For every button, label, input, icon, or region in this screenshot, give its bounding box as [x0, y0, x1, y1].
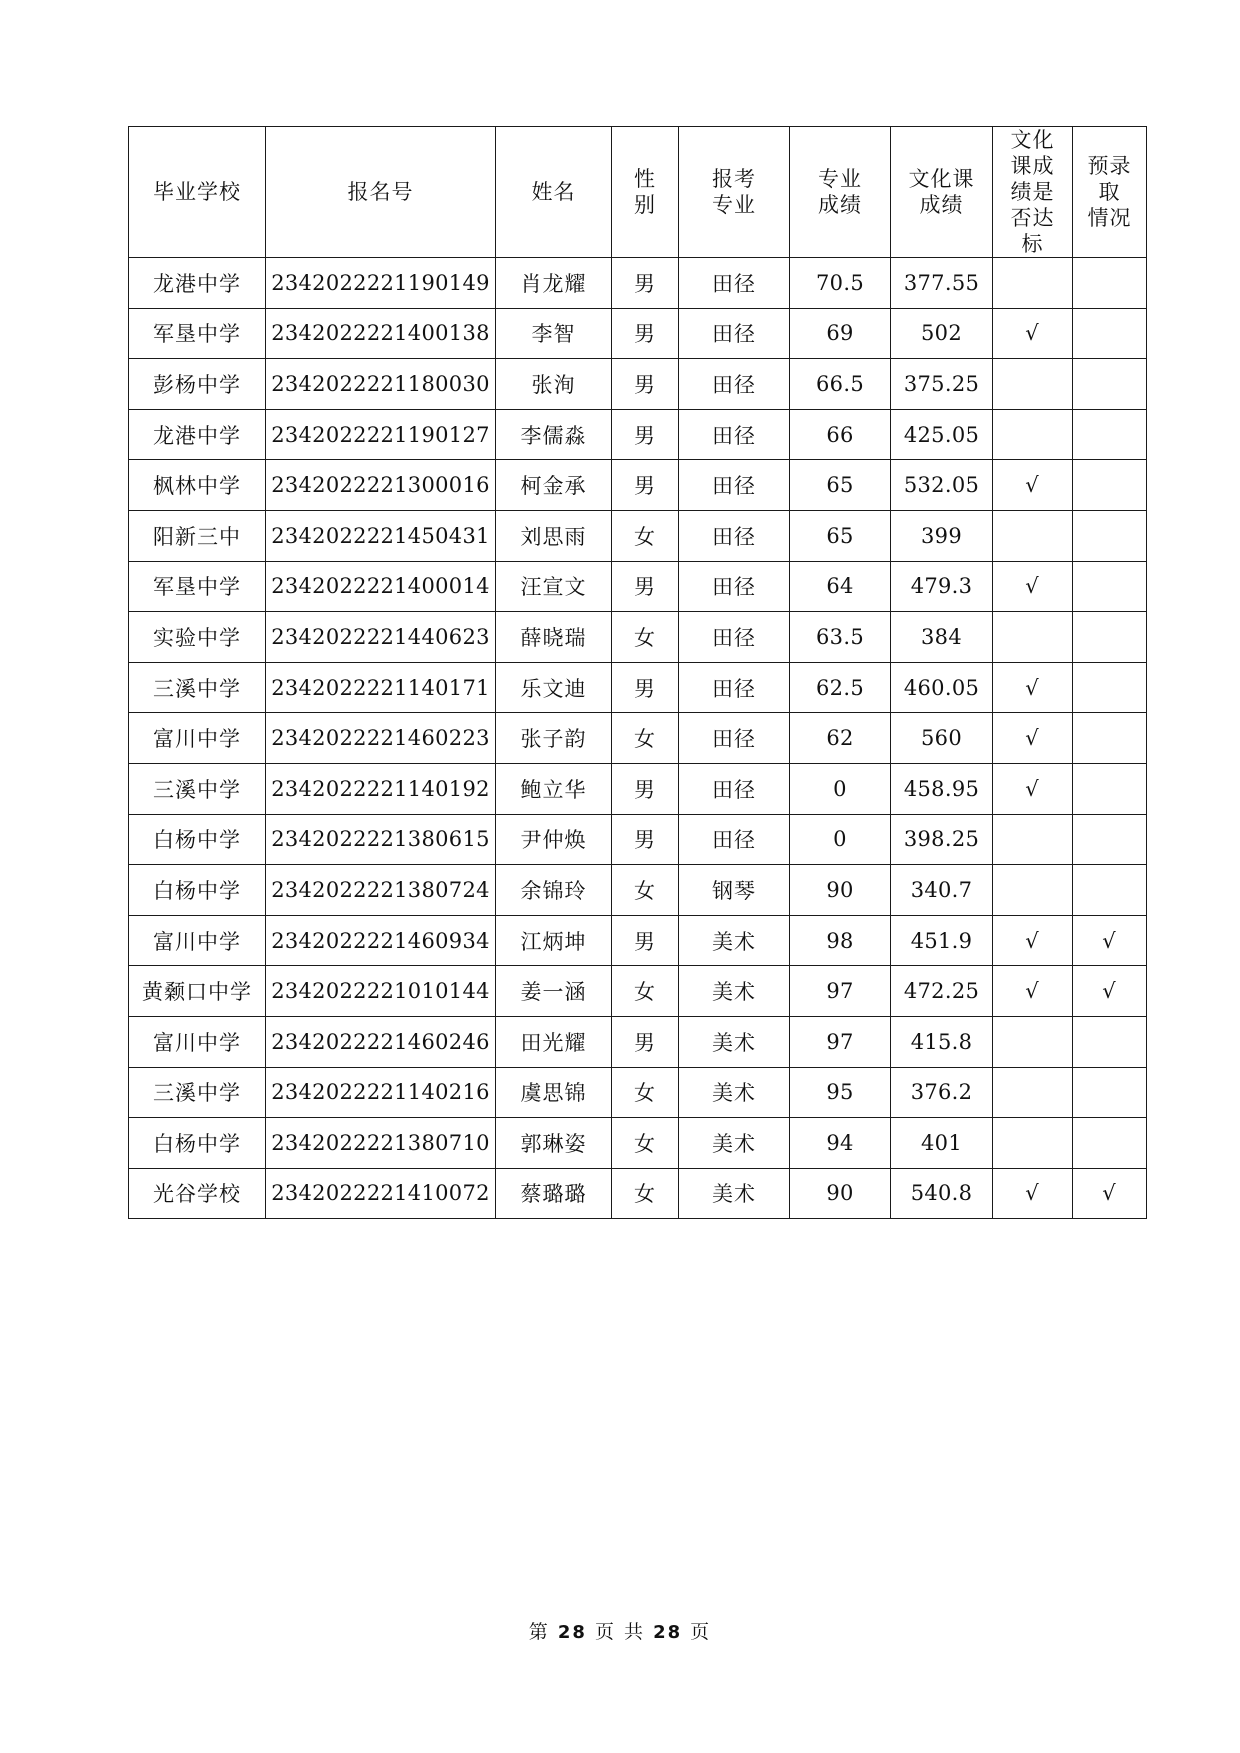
header-culture-score: 文化课 成绩 [891, 127, 993, 258]
cell-name: 汪宣文 [496, 561, 612, 612]
table-row [129, 460, 1147, 511]
cell-school: 白杨中学 [129, 865, 266, 916]
table-row [129, 612, 1147, 663]
cell-school: 军垦中学 [129, 308, 266, 359]
cell-major: 田径 [679, 409, 790, 460]
cell-admission [1073, 1118, 1147, 1169]
cell-major-score: 66.5 [790, 359, 891, 410]
cell-major: 田径 [679, 510, 790, 561]
cell-admission [1073, 1067, 1147, 1118]
cell-admission [1073, 460, 1147, 511]
cell-name: 肖龙耀 [496, 258, 612, 309]
cell-name: 鲍立华 [496, 763, 612, 814]
table-header-row [129, 127, 1147, 258]
cell-major-score: 97 [790, 1016, 891, 1067]
table-row [129, 510, 1147, 561]
cell-major-score: 90 [790, 1168, 891, 1219]
cell-gender: 男 [612, 409, 679, 460]
cell-school: 白杨中学 [129, 814, 266, 865]
cell-major-score: 90 [790, 865, 891, 916]
cell-major: 田径 [679, 763, 790, 814]
cell-culture-pass [993, 814, 1073, 865]
cell-culture-score: 377.55 [891, 258, 993, 309]
cell-culture-pass: √ [993, 1168, 1073, 1219]
cell-name: 薛晓瑞 [496, 612, 612, 663]
cell-school: 龙港中学 [129, 409, 266, 460]
cell-reg-no: 2342022221460223 [266, 713, 496, 764]
cell-culture-score: 540.8 [891, 1168, 993, 1219]
cell-admission [1073, 662, 1147, 713]
cell-culture-pass: √ [993, 662, 1073, 713]
header-major: 报考 专业 [679, 127, 790, 258]
cell-school: 三溪中学 [129, 763, 266, 814]
cell-reg-no: 2342022221460934 [266, 915, 496, 966]
cell-major-score: 0 [790, 763, 891, 814]
cell-name: 姜一涵 [496, 966, 612, 1017]
cell-gender: 女 [612, 1067, 679, 1118]
table-row [129, 814, 1147, 865]
cell-gender: 女 [612, 510, 679, 561]
cell-culture-score: 460.05 [891, 662, 993, 713]
cell-major-score: 62.5 [790, 662, 891, 713]
cell-gender: 男 [612, 258, 679, 309]
cell-reg-no: 2342022221380710 [266, 1118, 496, 1169]
cell-gender: 男 [612, 814, 679, 865]
cell-major: 田径 [679, 814, 790, 865]
footer-prefix: 第 [528, 1621, 550, 1643]
cell-school: 军垦中学 [129, 561, 266, 612]
cell-major: 田径 [679, 359, 790, 410]
table-row [129, 1016, 1147, 1067]
cell-major-score: 62 [790, 713, 891, 764]
cell-reg-no: 2342022221380615 [266, 814, 496, 865]
cell-culture-score: 376.2 [891, 1067, 993, 1118]
table-row [129, 1168, 1147, 1219]
cell-gender: 女 [612, 713, 679, 764]
cell-name: 李智 [496, 308, 612, 359]
cell-major: 美术 [679, 1118, 790, 1169]
header-admission: 预录 取 情况 [1073, 127, 1147, 258]
cell-culture-score: 425.05 [891, 409, 993, 460]
table-row [129, 359, 1147, 410]
cell-culture-pass: √ [993, 713, 1073, 764]
cell-culture-pass [993, 1067, 1073, 1118]
cell-reg-no: 2342022221380724 [266, 865, 496, 916]
cell-name: 刘思雨 [496, 510, 612, 561]
table-body [129, 258, 1147, 1219]
cell-major: 田径 [679, 561, 790, 612]
cell-gender: 男 [612, 662, 679, 713]
cell-culture-pass: √ [993, 460, 1073, 511]
cell-major-score: 98 [790, 915, 891, 966]
cell-reg-no: 2342022221300016 [266, 460, 496, 511]
cell-gender: 女 [612, 865, 679, 916]
cell-major: 田径 [679, 460, 790, 511]
cell-culture-pass: √ [993, 763, 1073, 814]
cell-gender: 女 [612, 1168, 679, 1219]
cell-school: 枫林中学 [129, 460, 266, 511]
cell-name: 郭琳姿 [496, 1118, 612, 1169]
footer-suffix: 页 [690, 1621, 712, 1643]
cell-culture-pass [993, 510, 1073, 561]
cell-admission [1073, 814, 1147, 865]
header-gender: 性 别 [612, 127, 679, 258]
cell-culture-score: 415.8 [891, 1016, 993, 1067]
cell-name: 柯金承 [496, 460, 612, 511]
cell-major-score: 97 [790, 966, 891, 1017]
cell-major: 美术 [679, 915, 790, 966]
cell-culture-score: 401 [891, 1118, 993, 1169]
cell-culture-pass: √ [993, 966, 1073, 1017]
cell-school: 黄颡口中学 [129, 966, 266, 1017]
cell-admission [1073, 359, 1147, 410]
cell-admission: √ [1073, 915, 1147, 966]
cell-school: 白杨中学 [129, 1118, 266, 1169]
cell-culture-score: 458.95 [891, 763, 993, 814]
cell-school: 三溪中学 [129, 1067, 266, 1118]
cell-major-score: 69 [790, 308, 891, 359]
cell-reg-no: 2342022221010144 [266, 966, 496, 1017]
cell-culture-score: 479.3 [891, 561, 993, 612]
cell-culture-score: 560 [891, 713, 993, 764]
cell-name: 乐文迪 [496, 662, 612, 713]
cell-reg-no: 2342022221400014 [266, 561, 496, 612]
table-row [129, 915, 1147, 966]
cell-school: 彭杨中学 [129, 359, 266, 410]
cell-name: 田光耀 [496, 1016, 612, 1067]
cell-culture-pass [993, 612, 1073, 663]
table-row [129, 865, 1147, 916]
cell-reg-no: 2342022221190127 [266, 409, 496, 460]
cell-name: 张洵 [496, 359, 612, 410]
cell-major: 钢琴 [679, 865, 790, 916]
table-row [129, 1067, 1147, 1118]
table-row [129, 662, 1147, 713]
cell-reg-no: 2342022221140192 [266, 763, 496, 814]
cell-reg-no: 2342022221140216 [266, 1067, 496, 1118]
cell-culture-score: 472.25 [891, 966, 993, 1017]
cell-name: 虞思锦 [496, 1067, 612, 1118]
cell-gender: 男 [612, 359, 679, 410]
cell-major: 美术 [679, 966, 790, 1017]
cell-admission [1073, 612, 1147, 663]
cell-gender: 男 [612, 763, 679, 814]
cell-culture-pass: √ [993, 561, 1073, 612]
header-name: 姓名 [496, 127, 612, 258]
cell-major: 田径 [679, 308, 790, 359]
cell-admission [1073, 409, 1147, 460]
cell-gender: 男 [612, 460, 679, 511]
header-culture-pass: 文化 课成 绩是 否达 标 [993, 127, 1073, 258]
cell-admission: √ [1073, 966, 1147, 1017]
cell-major-score: 66 [790, 409, 891, 460]
cell-major-score: 0 [790, 814, 891, 865]
cell-major: 田径 [679, 713, 790, 764]
cell-major: 美术 [679, 1168, 790, 1219]
footer-total-pages: 28 [653, 1622, 683, 1643]
cell-school: 富川中学 [129, 713, 266, 764]
page-footer [0, 1617, 1240, 1644]
cell-culture-score: 375.25 [891, 359, 993, 410]
cell-major: 美术 [679, 1067, 790, 1118]
cell-culture-score: 340.7 [891, 865, 993, 916]
cell-major-score: 94 [790, 1118, 891, 1169]
cell-name: 蔡璐璐 [496, 1168, 612, 1219]
cell-reg-no: 2342022221410072 [266, 1168, 496, 1219]
cell-gender: 男 [612, 1016, 679, 1067]
table-row [129, 258, 1147, 309]
cell-admission [1073, 510, 1147, 561]
cell-culture-score: 502 [891, 308, 993, 359]
footer-middle: 页 共 [594, 1621, 646, 1643]
cell-admission [1073, 713, 1147, 764]
cell-culture-pass: √ [993, 915, 1073, 966]
table-row [129, 966, 1147, 1017]
cell-school: 富川中学 [129, 1016, 266, 1067]
cell-name: 李儒淼 [496, 409, 612, 460]
cell-gender: 男 [612, 308, 679, 359]
cell-school: 富川中学 [129, 915, 266, 966]
admission-results-table [128, 126, 1147, 1219]
cell-admission [1073, 865, 1147, 916]
cell-school: 光谷学校 [129, 1168, 266, 1219]
cell-gender: 女 [612, 1118, 679, 1169]
table-row [129, 713, 1147, 764]
cell-reg-no: 2342022221460246 [266, 1016, 496, 1067]
cell-admission [1073, 763, 1147, 814]
cell-reg-no: 2342022221400138 [266, 308, 496, 359]
cell-school: 龙港中学 [129, 258, 266, 309]
header-school: 毕业学校 [129, 127, 266, 258]
cell-name: 江炳坤 [496, 915, 612, 966]
table-row [129, 763, 1147, 814]
cell-major: 田径 [679, 662, 790, 713]
table-row [129, 409, 1147, 460]
cell-culture-pass [993, 1016, 1073, 1067]
cell-culture-pass [993, 1118, 1073, 1169]
cell-gender: 男 [612, 915, 679, 966]
header-major-score: 专业 成绩 [790, 127, 891, 258]
cell-name: 尹仲焕 [496, 814, 612, 865]
cell-gender: 女 [612, 966, 679, 1017]
cell-major-score: 65 [790, 460, 891, 511]
cell-major-score: 64 [790, 561, 891, 612]
cell-admission [1073, 1016, 1147, 1067]
cell-culture-score: 451.9 [891, 915, 993, 966]
header-reg-no: 报名号 [266, 127, 496, 258]
cell-major: 美术 [679, 1016, 790, 1067]
cell-reg-no: 2342022221450431 [266, 510, 496, 561]
cell-major-score: 65 [790, 510, 891, 561]
cell-school: 阳新三中 [129, 510, 266, 561]
cell-admission [1073, 258, 1147, 309]
cell-culture-score: 398.25 [891, 814, 993, 865]
cell-culture-score: 532.05 [891, 460, 993, 511]
cell-major-score: 70.5 [790, 258, 891, 309]
cell-culture-pass: √ [993, 308, 1073, 359]
cell-culture-score: 384 [891, 612, 993, 663]
cell-reg-no: 2342022221140171 [266, 662, 496, 713]
cell-reg-no: 2342022221190149 [266, 258, 496, 309]
cell-major: 田径 [679, 258, 790, 309]
cell-school: 实验中学 [129, 612, 266, 663]
cell-major: 田径 [679, 612, 790, 663]
cell-name: 张子韵 [496, 713, 612, 764]
cell-reg-no: 2342022221440623 [266, 612, 496, 663]
cell-admission [1073, 308, 1147, 359]
cell-admission [1073, 561, 1147, 612]
cell-gender: 女 [612, 612, 679, 663]
cell-major-score: 95 [790, 1067, 891, 1118]
footer-page-number: 28 [557, 1622, 587, 1643]
cell-culture-pass [993, 409, 1073, 460]
cell-culture-pass [993, 359, 1073, 410]
table-row [129, 561, 1147, 612]
cell-culture-pass [993, 258, 1073, 309]
cell-culture-pass [993, 865, 1073, 916]
table-row [129, 308, 1147, 359]
table-row [129, 1118, 1147, 1169]
cell-major-score: 63.5 [790, 612, 891, 663]
cell-name: 余锦玲 [496, 865, 612, 916]
cell-reg-no: 2342022221180030 [266, 359, 496, 410]
cell-school: 三溪中学 [129, 662, 266, 713]
cell-culture-score: 399 [891, 510, 993, 561]
cell-admission: √ [1073, 1168, 1147, 1219]
cell-gender: 男 [612, 561, 679, 612]
